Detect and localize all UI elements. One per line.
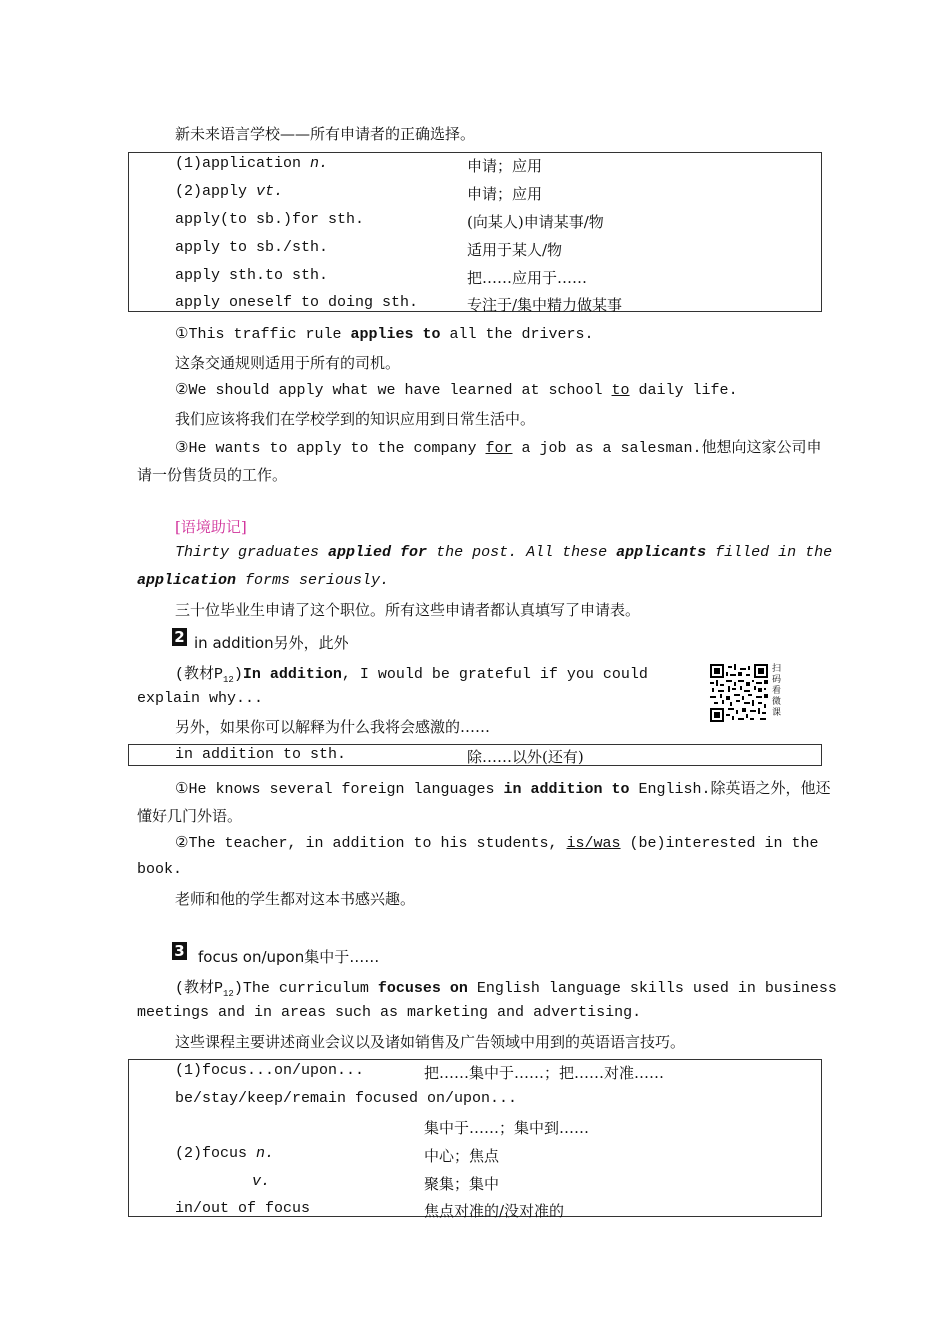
apply-usage-table — [128, 152, 822, 312]
table-row: apply sth.to sth. — [175, 267, 329, 284]
table-row: apply(to sb.)for sth. — [175, 211, 365, 228]
memory-aid-translation: 三十位毕业生申请了这个职位。所有这些申请者都认真填写了申请表。 — [175, 601, 641, 619]
table-cell-zh: 申请；应用 — [467, 157, 543, 175]
table-cell-zh: 专注于/集中精力做某事 — [467, 296, 623, 314]
textbook-source-continued: meetings and in areas such as marketing and advertising. — [137, 1004, 642, 1021]
table-cell-en: in addition to sth. — [175, 746, 347, 763]
example-sentence: ②We should apply what we have learned at school to daily life. — [175, 382, 738, 399]
section-number-badge: 3 — [172, 942, 187, 960]
table-cell-zh: 除……以外(还有) — [467, 748, 584, 766]
section-title: focus on/upon集中于…… — [198, 948, 380, 966]
qr-code-label: 扫码看微课 — [772, 664, 782, 718]
table-row: apply oneself to doing sth. — [175, 294, 419, 311]
table-cell-en: in/out of focus — [175, 1200, 311, 1217]
textbook-source-sentence: (教材$P_{12})The$ curriculum focuses on English language skills used in business — [175, 980, 837, 999]
table-cell-zh: 聚集；集中 — [424, 1175, 500, 1193]
table-cell-zh: 申请；应用 — [467, 185, 543, 203]
table-row: (1)application n. — [175, 155, 329, 172]
textbook-source-sentence: (教材$P_{12})In$ addition, I would be grateful if you could — [175, 666, 648, 685]
table-cell-en: v. — [252, 1173, 271, 1190]
intro-text: 新未来语言学校——所有申请者的正确选择。 — [175, 125, 476, 143]
section-title: in addition另外，此外 — [194, 634, 349, 652]
section-number-badge: 2 — [172, 628, 187, 646]
table-cell-zh: 把……集中于……；把……对准…… — [424, 1064, 665, 1082]
table-cell-en: (1)focus...on/upon... — [175, 1062, 365, 1079]
table-cell-zh: 中心；焦点 — [424, 1147, 500, 1165]
table-row: apply to sb./sth. — [175, 239, 329, 256]
table-cell-zh: 适用于某人/物 — [467, 241, 563, 259]
table-cell-en: be/stay/keep/remain focused on/upon... — [175, 1090, 518, 1107]
example-sentence: ①He knows several foreign languages in addition to English.除英语之外，他还 — [175, 781, 831, 798]
source-translation: 另外，如果你可以解释为什么我将会感激的…… — [175, 718, 491, 736]
example-sentence-continued: 请一份售货员的工作。 — [137, 466, 288, 484]
example-sentence-continued: book. — [137, 861, 183, 878]
memory-aid-sentence-continued: application forms seriously. — [137, 572, 390, 589]
source-translation: 这些课程主要讲述商业会议以及诸如销售及广告领域中用到的英语语言技巧。 — [175, 1033, 686, 1051]
textbook-source-continued: explain why... — [137, 690, 264, 707]
table-row: (2)apply vt. — [175, 183, 284, 200]
example-translation: 老师和他的学生都对这本书感兴趣。 — [175, 890, 416, 908]
memory-aid-label: [语境助记] — [175, 518, 247, 536]
qr-code-icon[interactable] — [710, 664, 768, 722]
example-sentence: ②The teacher, in addition to his students, is/was (be)interested in the — [175, 835, 819, 852]
example-sentence-continued: 懂好几门外语。 — [137, 807, 243, 825]
example-translation: 我们应该将我们在学校学到的知识应用到日常生活中。 — [175, 410, 536, 428]
table-cell-zh: 焦点对准的/没对准的 — [424, 1202, 565, 1220]
table-cell-zh: 把……应用于…… — [467, 269, 588, 287]
example-sentence: ①This traffic rule applies to all the drivers. — [175, 326, 594, 343]
memory-aid-sentence: Thirty graduates applied for the post. All these applicants filled in the — [175, 544, 833, 561]
example-translation: 这条交通规则适用于所有的司机。 — [175, 354, 401, 372]
table-cell-zh: (向某人)申请某事/物 — [467, 213, 604, 231]
example-sentence: ③He wants to apply to the company for a job as a salesman.他想向这家公司申 — [175, 440, 822, 457]
table-cell-en: (2)focus n. — [175, 1145, 275, 1162]
table-cell-zh: 集中于……；集中到…… — [424, 1119, 590, 1137]
